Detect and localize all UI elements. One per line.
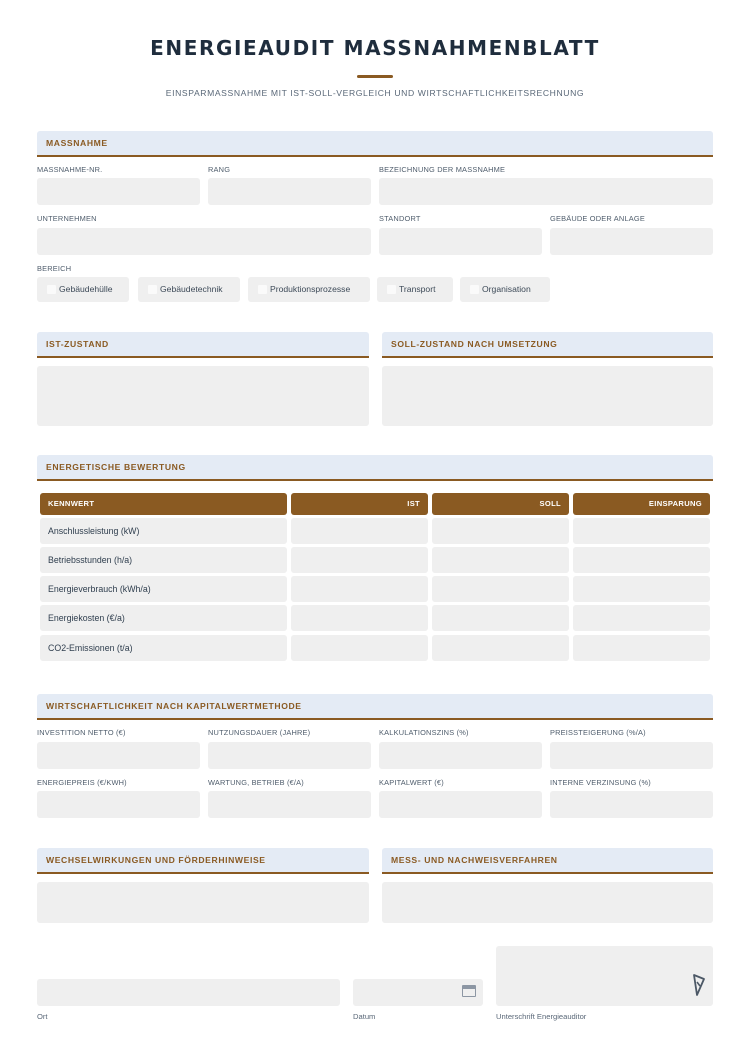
energiekosten-einsparung-cell[interactable]	[573, 605, 710, 631]
co2-einsparung-cell[interactable]	[573, 635, 710, 661]
bereich-checkbox-transport[interactable]	[377, 277, 453, 302]
checkbox-label: Organisation	[482, 284, 531, 294]
soll-zustand-textarea[interactable]	[382, 366, 713, 426]
bereich-checkbox-organisation[interactable]	[460, 277, 550, 302]
anschlussleistung-ist-cell[interactable]	[291, 518, 428, 544]
section-energetische-bewertung-header: ENERGETISCHE BEWERTUNG	[37, 455, 713, 481]
gebaeude-field[interactable]	[550, 228, 713, 255]
bezeichnung-field[interactable]	[379, 178, 713, 205]
calendar-icon[interactable]	[462, 985, 476, 997]
label-bereich: BEREICH	[37, 264, 72, 273]
title-divider	[357, 75, 393, 78]
section-wirtschaftlichkeit-header: WIRTSCHAFTLICHKEIT NACH KAPITALWERTMETHODE	[37, 694, 713, 720]
label-massnahme-nr: MASSNAHME-NR.	[37, 165, 103, 174]
co2-ist-cell[interactable]	[291, 635, 428, 661]
checkbox-label: Gebäudetechnik	[160, 284, 223, 294]
nutzungsdauer-field[interactable]	[208, 742, 371, 769]
unterschrift-label: Unterschrift Energieauditor	[496, 1012, 587, 1021]
signature-field[interactable]	[496, 946, 713, 1006]
anschlussleistung-soll-cell[interactable]	[432, 518, 569, 544]
checkbox-label: Produktionsprozesse	[270, 284, 351, 294]
label-interne-verzinsung: INTERNE VERZINSUNG (%)	[550, 778, 651, 787]
section-soll-zustand-header: SOLL-ZUSTAND NACH UMSETZUNG	[382, 332, 713, 358]
table-row-label: Energiekosten (€/a)	[40, 605, 287, 631]
ort-label: Ort	[37, 1012, 48, 1021]
label-bezeichnung: BEZEICHNUNG DER MASSNAHME	[379, 165, 506, 174]
section-wechselwirkungen-header: WECHSELWIRKUNGEN UND FÖRDERHINWEISE	[37, 848, 369, 874]
label-standort: STANDORT	[379, 214, 421, 223]
table-row-label: Energieverbrauch (kWh/a)	[40, 576, 287, 602]
checkbox-icon	[148, 285, 157, 294]
section-mess-nachweis-header: MESS- UND NACHWEISVERFAHREN	[382, 848, 713, 874]
label-investition: INVESTITION NETTO (€)	[37, 728, 126, 737]
betriebsstunden-einsparung-cell[interactable]	[573, 547, 710, 573]
label-kalkulationszins: KALKULATIONSZINS (%)	[379, 728, 469, 737]
bereich-checkbox-gebaeudetechnik[interactable]	[138, 277, 240, 302]
energiekosten-soll-cell[interactable]	[432, 605, 569, 631]
table-row-label: Anschlussleistung (kW)	[40, 518, 287, 544]
investition-field[interactable]	[37, 742, 200, 769]
energiekosten-ist-cell[interactable]	[291, 605, 428, 631]
bereich-checkbox-produktionsprozesse[interactable]	[248, 277, 370, 302]
energieverbrauch-soll-cell[interactable]	[432, 576, 569, 602]
section-massnahme-header: MASSNAHME	[37, 131, 713, 157]
preissteigerung-field[interactable]	[550, 742, 713, 769]
label-gebaeude: GEBÄUDE ODER ANLAGE	[550, 214, 645, 223]
betriebsstunden-soll-cell[interactable]	[432, 547, 569, 573]
co2-soll-cell[interactable]	[432, 635, 569, 661]
label-kapitalwert: KAPITALWERT (€)	[379, 778, 444, 787]
checkbox-icon	[47, 285, 56, 294]
label-wartung: WARTUNG, BETRIEB (€/A)	[208, 778, 304, 787]
ist-zustand-textarea[interactable]	[37, 366, 369, 426]
table-header-soll: SOLL	[432, 493, 569, 515]
table-row-label: CO2-Emissionen (t/a)	[40, 635, 287, 661]
table-header-einsparung: EINSPARUNG	[573, 493, 710, 515]
signature-pen-icon	[691, 973, 707, 999]
anschlussleistung-einsparung-cell[interactable]	[573, 518, 710, 544]
label-unternehmen: UNTERNEHMEN	[37, 214, 97, 223]
wechselwirkungen-textarea[interactable]	[37, 882, 369, 923]
wartung-field[interactable]	[208, 791, 371, 818]
page-subtitle: EINSPARMASSNAHME MIT IST-SOLL-VERGLEICH UND WIRTSCHAFTLICHKEITSRECHNUNG	[165, 88, 585, 98]
checkbox-label: Gebäudehülle	[59, 284, 113, 294]
energieverbrauch-einsparung-cell[interactable]	[573, 576, 710, 602]
label-preissteigerung: PREISSTEIGERUNG (%/A)	[550, 728, 646, 737]
checkbox-icon	[387, 285, 396, 294]
checkbox-icon	[470, 285, 479, 294]
checkbox-label: Transport	[399, 284, 436, 294]
standort-field[interactable]	[379, 228, 542, 255]
unternehmen-field[interactable]	[37, 228, 371, 255]
label-rang: RANG	[208, 165, 231, 174]
massnahme-nr-field[interactable]	[37, 178, 200, 205]
label-nutzungsdauer: NUTZUNGSDAUER (JAHRE)	[208, 728, 311, 737]
rang-field[interactable]	[208, 178, 371, 205]
kalkulationszins-field[interactable]	[379, 742, 542, 769]
interne-verzinsung-field[interactable]	[550, 791, 713, 818]
energieverbrauch-ist-cell[interactable]	[291, 576, 428, 602]
table-row-label: Betriebsstunden (h/a)	[40, 547, 287, 573]
ort-field[interactable]	[37, 979, 340, 1006]
betriebsstunden-ist-cell[interactable]	[291, 547, 428, 573]
page-title: ENERGIEAUDIT MASSNAHMENBLATT	[150, 36, 600, 60]
table-header-ist: IST	[291, 493, 428, 515]
mess-nachweis-textarea[interactable]	[382, 882, 713, 923]
energiepreis-field[interactable]	[37, 791, 200, 818]
label-energiepreis: ENERGIEPREIS (€/KWH)	[37, 778, 127, 787]
datum-label: Datum	[353, 1012, 376, 1021]
section-ist-zustand-header: IST-ZUSTAND	[37, 332, 369, 358]
bereich-checkbox-gebaeudehuelle[interactable]	[37, 277, 129, 302]
table-header-kennwert: KENNWERT	[40, 493, 287, 515]
kapitalwert-field[interactable]	[379, 791, 542, 818]
checkbox-icon	[258, 285, 267, 294]
